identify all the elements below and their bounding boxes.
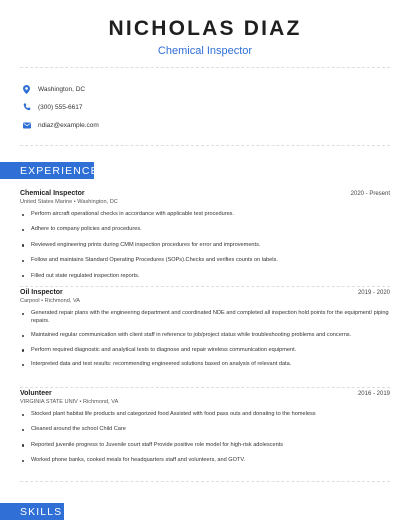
bullet-item: Follow and maintains Standard Operating Procedures (SOPs).Checks and verifies counts on labels. <box>20 257 390 265</box>
bullet-item: Cleaned around the school Child Care <box>20 426 390 434</box>
skills-heading: SKILLS <box>0 503 64 520</box>
section-divider <box>20 481 390 482</box>
bullet-item: Reported juvenile progress to Juvenile court staff Provide positive role model for high-risk adolescents <box>20 442 390 450</box>
bullet-item: Generated repair plans with the engineering department and coordinated NDE and completed all inspection hold points for the equipment/ piping repairs. <box>20 310 390 325</box>
header-divider <box>20 67 390 68</box>
contact-phone-text: (300) 555-6617 <box>38 103 83 111</box>
job-divider <box>20 286 390 287</box>
email-icon <box>22 121 31 130</box>
contact-location-text: Washington, DC <box>38 85 86 93</box>
bullet-item: Reviewed engineering prints during CMM inspection procedures for error and improvements. <box>20 242 390 250</box>
job-title: Volunteer <box>20 390 52 397</box>
bullet-item: Adhere to company policies and procedures. <box>20 226 390 234</box>
job-chemical-inspector <box>20 190 390 280</box>
location-pin-icon <box>22 85 31 94</box>
candidate-name: NICHOLAS DIAZ <box>108 17 302 40</box>
contact-location <box>20 80 99 98</box>
experience-heading: EXPERIENCE <box>0 162 94 179</box>
bullet-item: Worked phone banks, cooked meals for headquarters staff and volunteers, and GOTV. <box>20 457 390 465</box>
job-employer: United States Marine • Washington, DC <box>20 199 118 205</box>
job-dates: 2019 - 2020 <box>357 290 390 296</box>
job-employer: VIRGINIA STATE UNIV • Richmond, VA <box>20 399 119 405</box>
job-dates: 2020 - Present <box>350 191 390 197</box>
job-volunteer <box>20 390 390 465</box>
bullet-item: Maintained regular communication with client staff in reference to job/project status while troubleshooting problems and concerns. <box>20 332 390 340</box>
bullet-item: Stocked plant habitat life products and categorized food Assisted with food pass outs and donating to the homeless <box>20 411 390 419</box>
bullet-item: Perform required diagnostic and analytical tests to diagnose and repair wireless communication equipment. <box>20 347 390 355</box>
bullet-item: Filled out state regulated inspection reports. <box>20 273 390 281</box>
job-title: Chemical Inspector <box>20 190 85 197</box>
job-title: Oil Inspector <box>20 289 63 296</box>
bullet-item: Perform aircraft operational checks in accordance with applicable test procedures. <box>20 211 390 219</box>
job-oil-inspector <box>20 289 390 369</box>
job-divider <box>20 387 390 388</box>
phone-icon <box>22 103 31 112</box>
resume-header <box>0 0 410 57</box>
contact-divider <box>20 145 390 146</box>
contact-email-text: ndiaz@example.com <box>38 121 99 129</box>
contact-phone <box>20 98 99 116</box>
job-dates: 2016 - 2019 <box>357 391 390 397</box>
contact-list <box>20 80 99 134</box>
bullet-item: Interpreted data and test results: recommending engineered solutions based on analysis of relevant data. <box>20 361 390 369</box>
candidate-title: Chemical Inspector <box>157 45 253 57</box>
contact-email <box>20 116 99 134</box>
job-employer: Carpool • Richmond, VA <box>20 298 80 304</box>
